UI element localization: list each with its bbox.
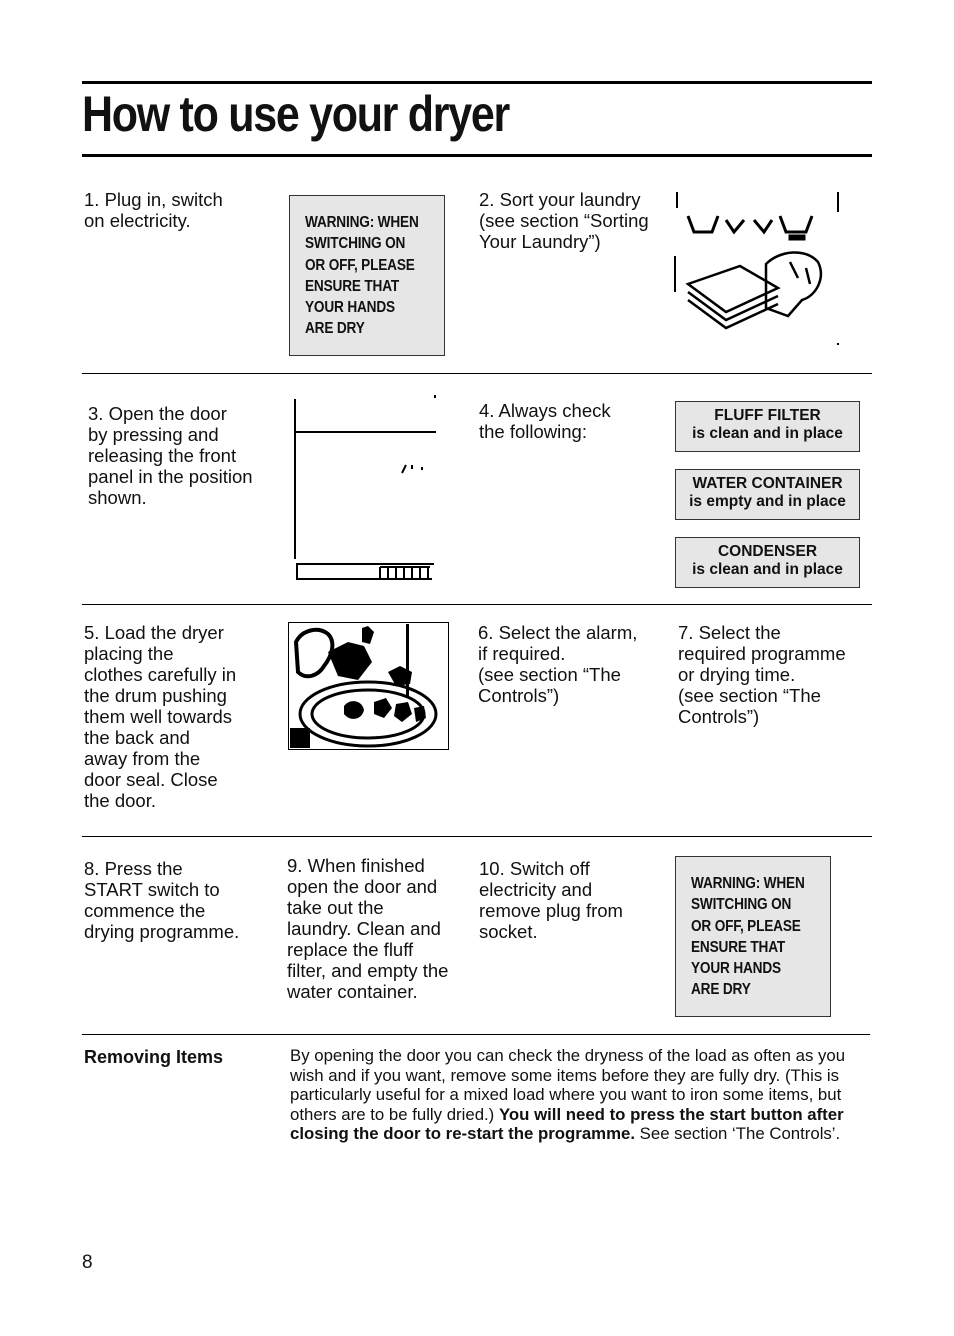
step-8-text: 8. Press the START switch to commence the drying programme.	[84, 858, 240, 942]
removing-text-start: By opening the door you can check the dryness of the load as often as you wish and if you want, remove some items before they are fully dry. (This is particularly useful for a mixed load where you want to iron some items, but others are to be fully dried.)	[290, 1046, 846, 1124]
check-water-container-head: WATER CONTAINER	[692, 475, 843, 492]
removing-text-end: See section ‘The Controls’.	[635, 1124, 841, 1144]
step-2-text: 2. Sort your laundry (see section “Sorting Your Laundry”)	[479, 189, 649, 252]
step-6-text: 6. Select the alarm, if required. (see section “The Controls”)	[478, 622, 638, 706]
check-water-container-sub: is empty and in place	[689, 493, 846, 510]
step-1-text: 1. Plug in, switch on electricity.	[84, 189, 223, 231]
removing-items-paragraph	[290, 1046, 860, 1144]
row-divider-4	[82, 1034, 870, 1035]
check-condenser	[675, 537, 860, 588]
step-3-text: 3. Open the door by pressing and releasing the front panel in the position shown.	[88, 403, 253, 508]
warning-text-bottom: WARNING: WHEN SWITCHING ON OR OFF, PLEASE ENSURE THAT YOUR HANDS ARE DRY	[691, 875, 805, 999]
step-7-text: 7. Select the required programme or drying time. (see section “The Controls”)	[678, 622, 846, 727]
dryer-door-illustration	[292, 395, 442, 585]
check-condenser-sub: is clean and in place	[692, 561, 843, 578]
check-fluff-filter-head: FLUFF FILTER	[714, 407, 821, 424]
row-divider-3	[82, 836, 872, 837]
title-underline	[82, 154, 872, 157]
removing-items-heading: Removing Items	[84, 1047, 224, 1067]
front-panel-grille-icon	[380, 567, 430, 578]
check-fluff-filter-sub: is clean and in place	[692, 425, 843, 442]
laundry-illustration	[670, 188, 850, 353]
warning-box-bottom	[675, 856, 831, 1017]
care-symbols-icon	[688, 216, 812, 239]
step-9-text: 9. When finished open the door and take out the laundry. Clean and replace the fluff filter, and empty the water container.	[287, 855, 449, 1002]
page-number: 8	[82, 1252, 93, 1273]
removing-text-bold: You will need to press the start button after closing the door to re-start the programme.	[290, 1104, 844, 1144]
page-title: How to use your dryer	[82, 86, 509, 142]
step-4-text: 4. Always check the following:	[479, 400, 611, 442]
folded-clothes-icon	[688, 252, 821, 328]
check-fluff-filter	[675, 401, 860, 452]
row-divider-2	[82, 604, 872, 605]
warning-text-top: WARNING: WHEN SWITCHING ON OR OFF, PLEASE ENSURE THAT YOUR HANDS ARE DRY	[305, 214, 419, 338]
check-water-container	[675, 469, 860, 520]
check-condenser-head: CONDENSER	[717, 543, 818, 560]
step-5-text: 5. Load the dryer placing the clothes carefully in the drum pushing them well towards the back and away from the door seal. Close the door.	[84, 622, 237, 811]
step-10-text: 10. Switch off electricity and remove plug from socket.	[479, 858, 623, 942]
row-divider-1	[82, 373, 872, 374]
warning-box-top	[289, 195, 445, 356]
press-point-icon	[402, 465, 422, 473]
loading-drum-illustration	[288, 622, 449, 750]
